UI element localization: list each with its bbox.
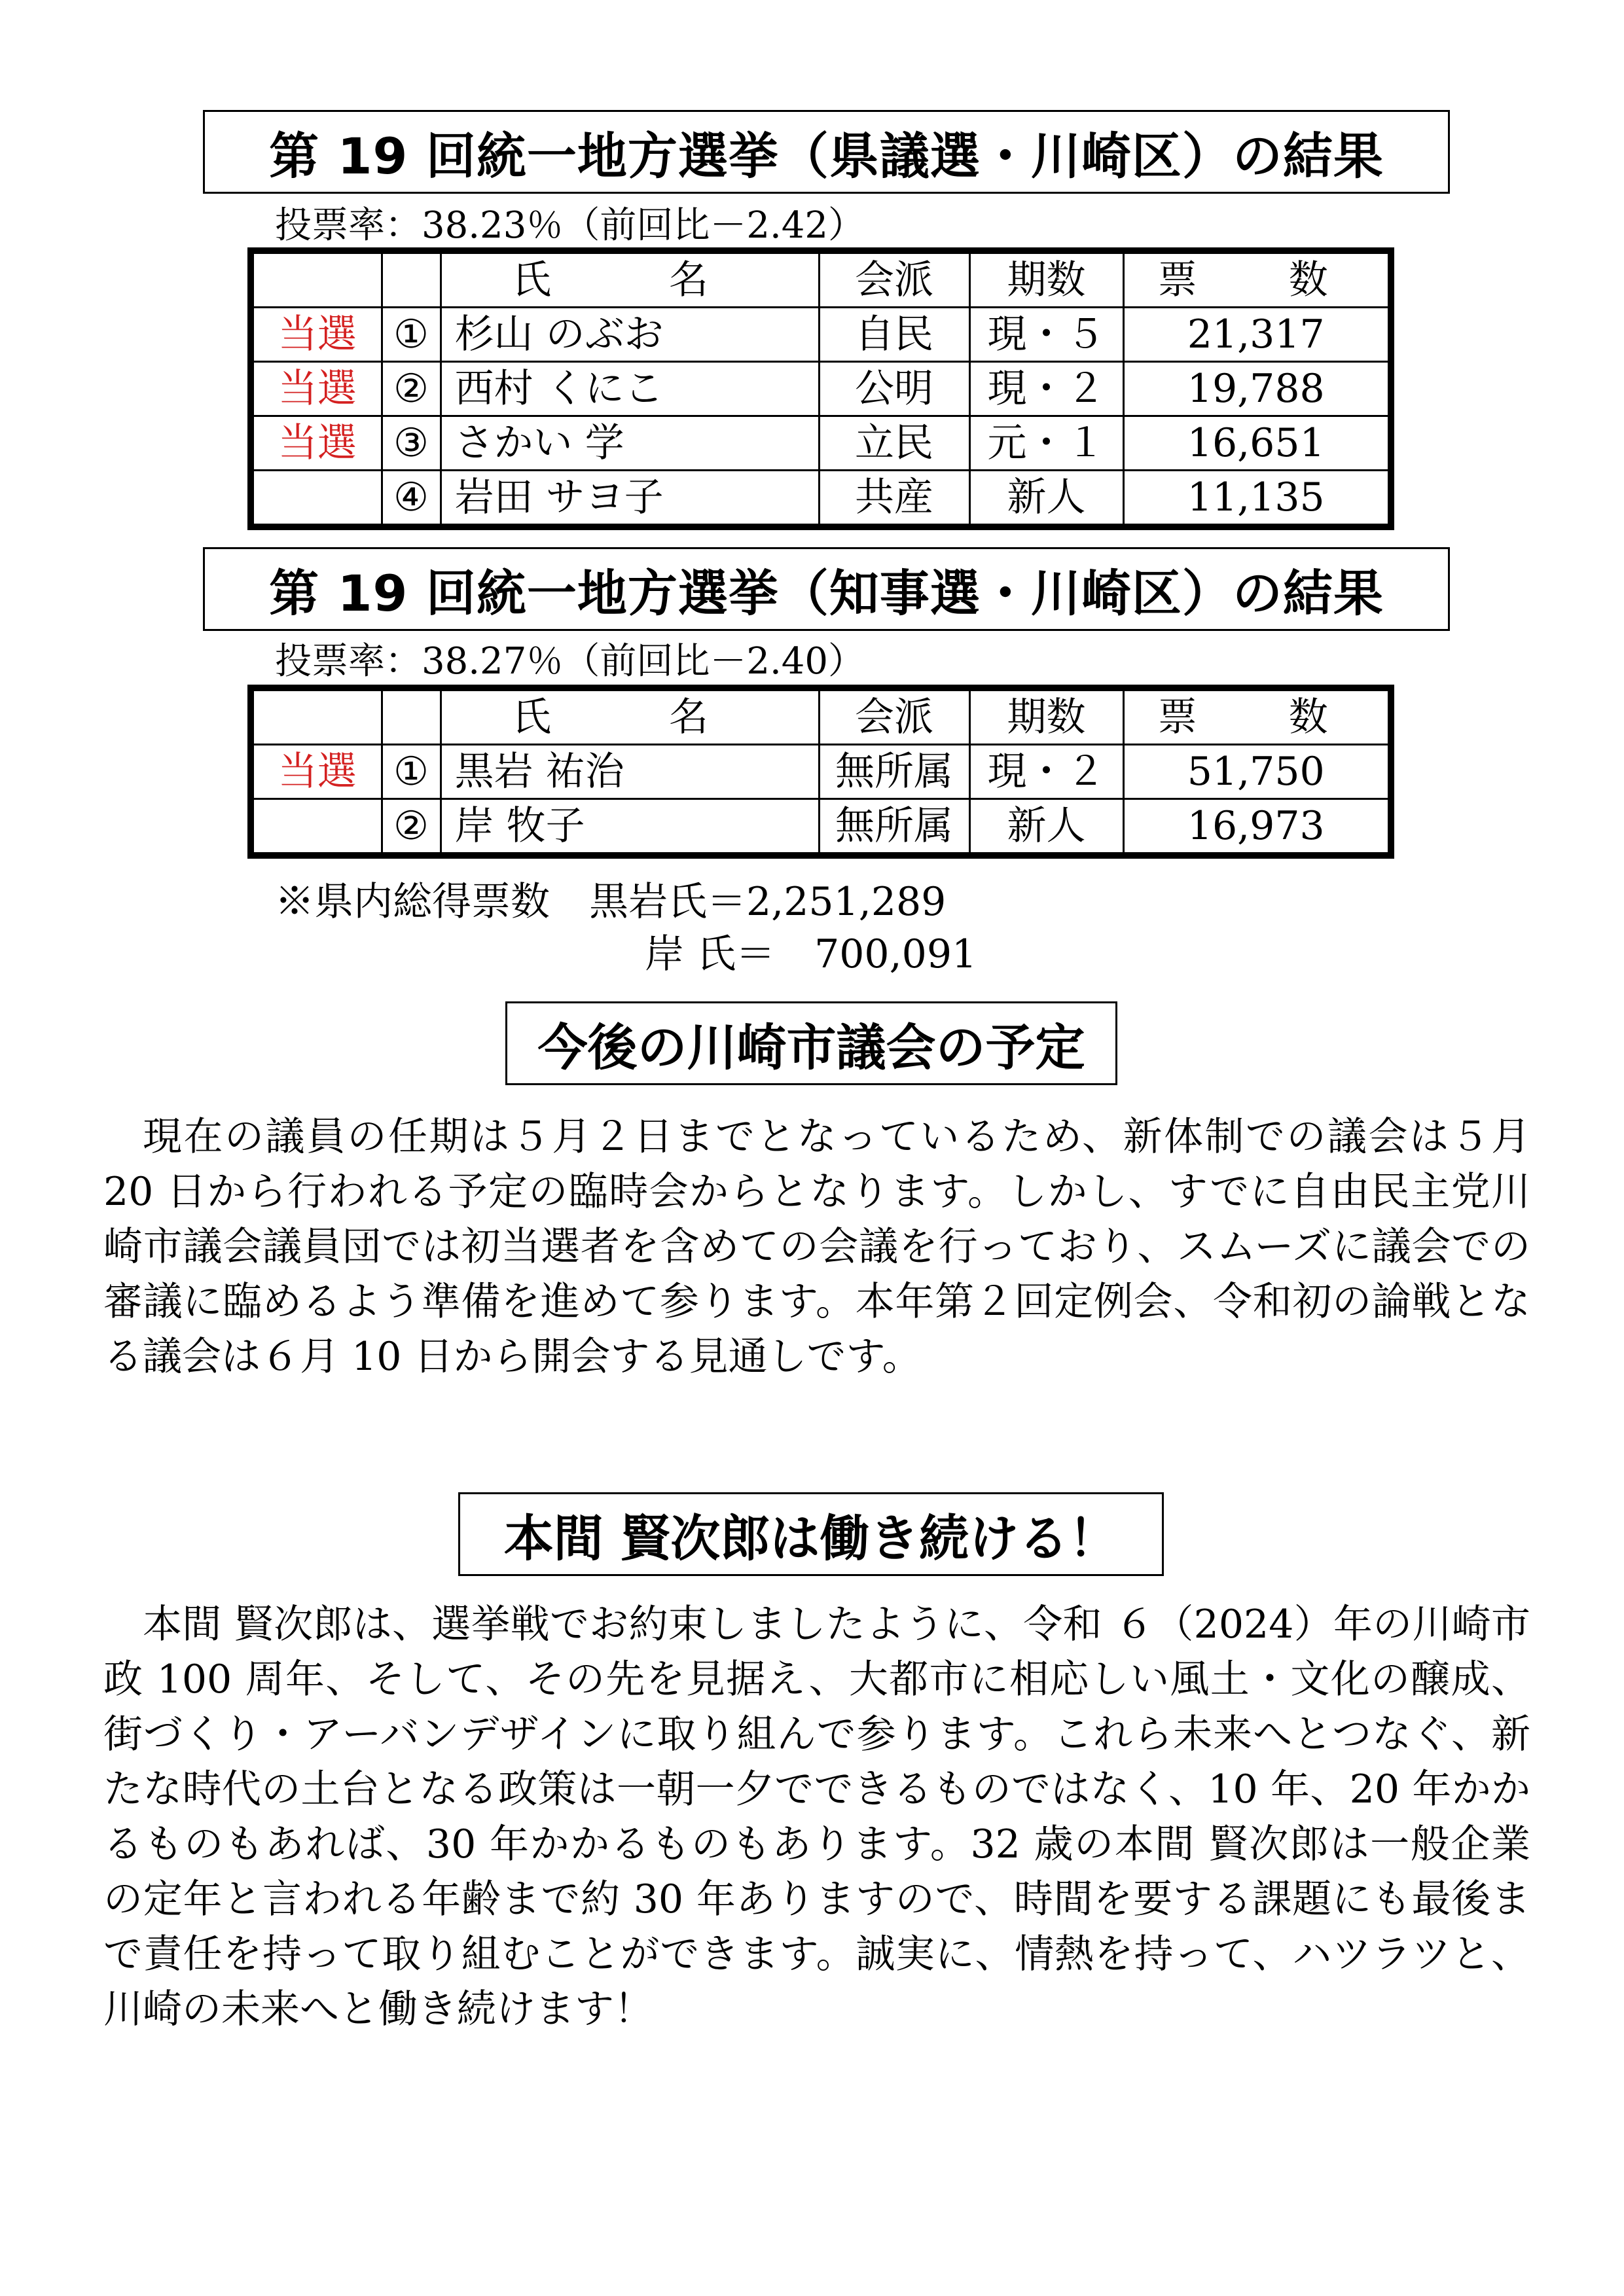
elected-label: 当選 <box>251 308 382 362</box>
candidate-number: ② <box>382 799 441 856</box>
header-empty <box>251 688 382 745</box>
governor-turnout: 投票率：38.27％（前回比－2.40） <box>275 640 865 683</box>
header-name: 氏 名 <box>441 688 819 745</box>
candidate-term: 元・１ <box>969 416 1123 471</box>
table-header-row <box>251 688 1391 745</box>
candidate-term: 新人 <box>969 799 1123 856</box>
table-header-row <box>251 251 1391 308</box>
candidate-name: 西村 くにこ <box>441 362 819 416</box>
pledge-section-title: 本間 賢次郎は働き続ける！ <box>458 1492 1164 1576</box>
total-votes-note-1: ※県内総得票数 黒岩氏＝2,251,289 <box>275 879 947 925</box>
schedule-body: 現在の議員の任期は５月２日までとなっているため、新体制での議会は５月 20 日から行われる予定の臨時会からとなります。しかし、すでに自由民主党川崎市議会議員団では初当選者を含めての会議を行っており、スムーズに議会での審議に臨めるよう準備を進めて参ります。本年第２回定例会、令和初の論戦となる議会は６月 10 日から開会する見通しです。 <box>103 1114 1530 1380</box>
prefectural-turnout: 投票率：38.23％（前回比－2.42） <box>275 204 865 247</box>
header-empty <box>251 251 382 308</box>
header-faction: 会派 <box>819 251 969 308</box>
header-term: 期数 <box>969 688 1123 745</box>
candidate-number: ① <box>382 745 441 799</box>
candidate-number: ③ <box>382 416 441 471</box>
header-votes: 票 数 <box>1123 251 1391 308</box>
schedule-section-title: 今後の川崎市議会の予定 <box>505 1001 1117 1085</box>
elected-label: 当選 <box>251 416 382 471</box>
candidate-faction: 立民 <box>819 416 969 471</box>
candidate-faction: 自民 <box>819 308 969 362</box>
candidate-votes: 19,788 <box>1123 362 1391 416</box>
candidate-name: 杉山 のぶお <box>441 308 819 362</box>
table-row <box>251 416 1391 471</box>
table-row <box>251 745 1391 799</box>
header-name: 氏 名 <box>441 251 819 308</box>
table-row <box>251 471 1391 528</box>
prefectural-results-table <box>247 247 1394 530</box>
candidate-term: 現・２ <box>969 362 1123 416</box>
elected-label <box>251 799 382 856</box>
candidate-faction: 無所属 <box>819 745 969 799</box>
header-term: 期数 <box>969 251 1123 308</box>
pledge-body: 本間 賢次郎は、選挙戦でお約束しましたように、令和 ６（2024）年の川崎市政 100 周年、そして、その先を見据え、大都市に相応しい風土・文化の醸成、街づくり・アーバンデザインに取り組んで参ります。これら未来へとつなぐ、新たな時代の土台となる政策は一朝一夕でできるものではなく、10 年、20 年かかるものもあれば、30 年かかるものもあります。32 歳の本間 賢次郎は一般企業の定年と言われる年齢まで約 30 年ありますので、時間を要する課題にも最後まで責任を持って取り組むことができます。誠実に、情熱を持って、ハツラツと、川崎の未来へと働き続けます！ <box>103 1602 1530 2032</box>
header-votes: 票 数 <box>1123 688 1391 745</box>
candidate-votes: 21,317 <box>1123 308 1391 362</box>
governor-results-table <box>247 685 1394 859</box>
candidate-number: ④ <box>382 471 441 528</box>
candidate-name: 黒岩 祐治 <box>441 745 819 799</box>
table-row <box>251 362 1391 416</box>
candidate-faction: 共産 <box>819 471 969 528</box>
governor-election-title: 第 19 回統一地方選挙（知事選・川崎区）の結果 <box>203 547 1450 631</box>
elected-label: 当選 <box>251 362 382 416</box>
candidate-faction: 無所属 <box>819 799 969 856</box>
candidate-votes: 16,651 <box>1123 416 1391 471</box>
candidate-term: 現・５ <box>969 308 1123 362</box>
header-faction: 会派 <box>819 688 969 745</box>
elected-label <box>251 471 382 528</box>
candidate-number: ② <box>382 362 441 416</box>
candidate-term: 現・２ <box>969 745 1123 799</box>
candidate-votes: 11,135 <box>1123 471 1391 528</box>
header-empty <box>382 251 441 308</box>
candidate-name: 岩田 サヨ子 <box>441 471 819 528</box>
table-row <box>251 799 1391 856</box>
candidate-number: ① <box>382 308 441 362</box>
table-row <box>251 308 1391 362</box>
candidate-term: 新人 <box>969 471 1123 528</box>
prefectural-election-title: 第 19 回統一地方選挙（県議選・川崎区）の結果 <box>203 110 1450 194</box>
total-votes-note-2: 岸 氏＝ 700,091 <box>645 931 977 977</box>
candidate-votes: 16,973 <box>1123 799 1391 856</box>
candidate-faction: 公明 <box>819 362 969 416</box>
header-empty <box>382 688 441 745</box>
candidate-votes: 51,750 <box>1123 745 1391 799</box>
candidate-name: さかい 学 <box>441 416 819 471</box>
elected-label: 当選 <box>251 745 382 799</box>
candidate-name: 岸 牧子 <box>441 799 819 856</box>
